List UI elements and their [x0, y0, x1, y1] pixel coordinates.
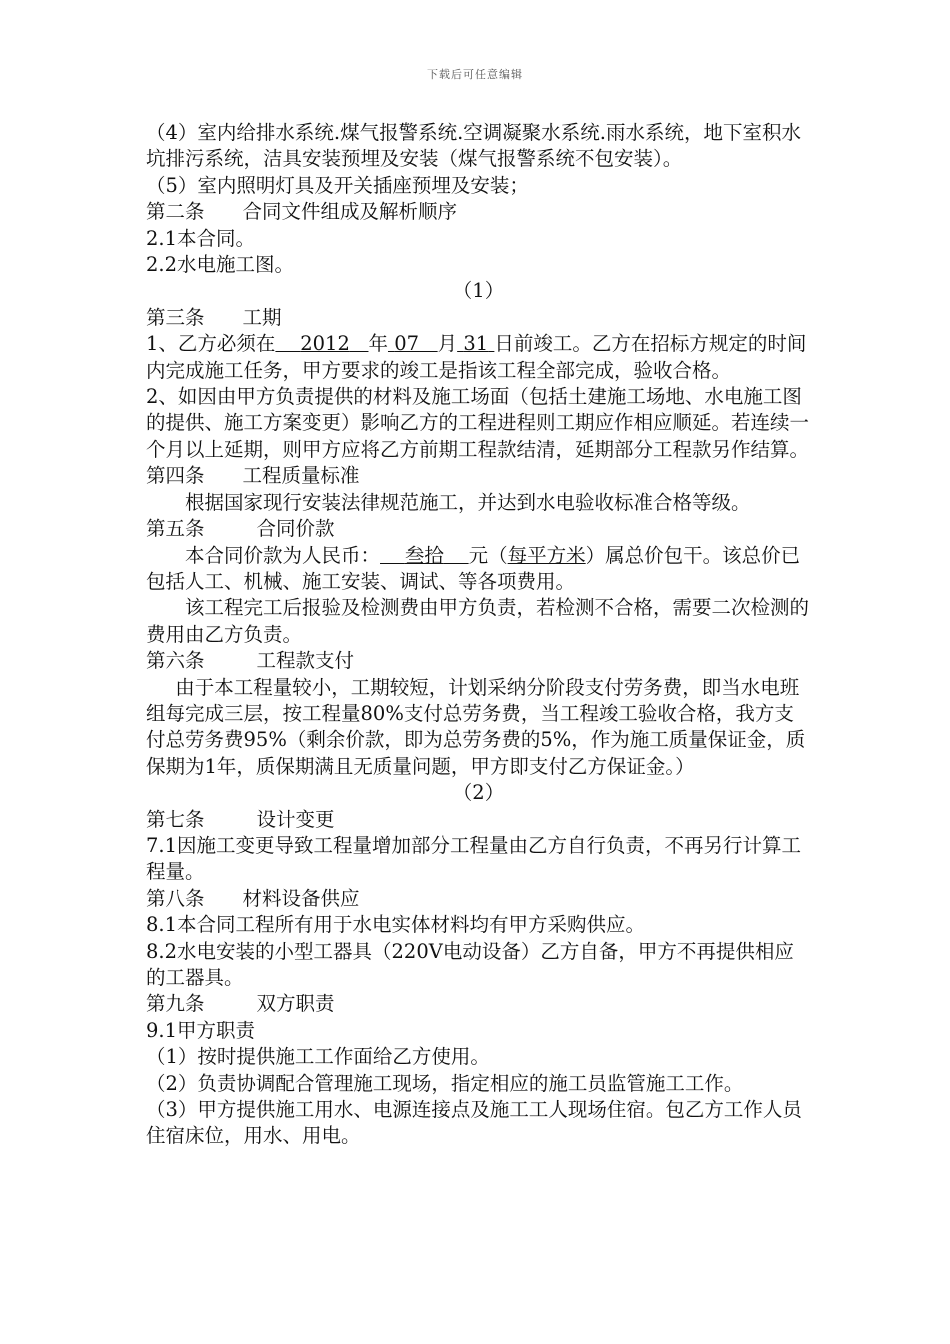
duty-item-2: （2）负责协调配合管理施工现场，指定相应的施工员监管施工工作。 [146, 1071, 744, 1095]
clause-4-1: 根据国家现行安装法律规范施工，并达到水电验收标准合格等级。 [185, 490, 751, 514]
duty-item-1: （1）按时提供施工工作面给乙方使用。 [146, 1045, 490, 1069]
article-2-number: 第二条 [146, 200, 205, 224]
article-5-number: 第五条 [146, 517, 205, 541]
article-6-heading [146, 648, 811, 674]
article-4-heading [146, 463, 811, 489]
article-6-title: 工程款支付 [256, 649, 355, 673]
article-4-number: 第四条 [146, 464, 205, 488]
clause-7-1: 7.1因施工变更导致工程量增加部分工程量由乙方自行负责，不再另行计算工程量。 [146, 833, 802, 884]
clause-6-1: 由于本工程量较小，工期较短，计划采纳分阶段支付劳务费，即当水电班组每完成三层，按工程量80%支付总劳务费，当工程竣工验收合格，我方支付总劳务费95%（剩余价款，即为总劳务费的5%，作为施工质量保证金，质保期为1年，质保期满且无质量问题，甲方即支付乙方保证金。） [146, 675, 806, 778]
article-2-title: 合同文件组成及解析顺序 [242, 200, 458, 224]
page-number-1: （1） [452, 279, 505, 303]
duty-item-3: （3）甲方提供施工用水、电源连接点及施工工人现场住宿。包乙方工作人员住宿床位，用水、用电。 [146, 1098, 802, 1148]
article-2-heading [146, 199, 811, 225]
article-9-heading [146, 991, 811, 1017]
clause-2-1: 2.1本合同。 [146, 226, 256, 250]
article-8-title: 材料设备供应 [242, 886, 360, 910]
article-4-title: 工程质量标准 [242, 464, 360, 488]
clause-5-1: 本合同价款为人民币： 叁拾 元（每平方米）属总价包干。该总价已包括人工、机械、施工安装、调试、等各项费用。 [146, 543, 801, 593]
page-header: 下载后可任意编辑 [427, 68, 523, 81]
article-7-heading [146, 807, 811, 833]
completion-month: 07 [394, 332, 420, 356]
article-8-heading [146, 886, 811, 912]
item-4: （4）室内给排水系统.煤气报警系统.空调凝聚水系统.雨水系统，地下室积水坑排污系统，洁具安装预埋及安装（煤气报警系统不包安装）。 [146, 121, 802, 171]
contract-price-amount: 叁拾 [404, 543, 444, 567]
article-3-number: 第三条 [146, 305, 205, 329]
clause-8-2: 8.2水电安装的小型工器具（220V电动设备）乙方自备，甲方不再提供相应的工器具。 [146, 939, 794, 989]
clause-3-2: 2、如因由甲方负责提供的材料及施工场面（包括土建施工场地、水电施工图的提供、施工方案变更）影响乙方的工程进程则工期应作相应顺延。若连续一个月以上延期，则甲方应将乙方前期工程款结清，延期部分工程款另作结算。 [146, 385, 810, 461]
article-7-number: 第七条 [146, 807, 205, 831]
completion-year: 2012 [300, 332, 350, 356]
clause-3-1: 1、乙方必须在 2012 年 07 月 31 日前竣工。乙方在招标方规定的时间内完成施工任务，甲方要求的竣工是指该工程全部完成，验收合格。 [146, 332, 807, 382]
contract-body [146, 120, 811, 1150]
article-6-number: 第六条 [146, 649, 205, 673]
article-3-title: 工期 [242, 305, 282, 329]
article-5-heading [146, 516, 811, 542]
clause-2-2: 2.2水电施工图。 [146, 253, 295, 277]
article-7-title: 设计变更 [256, 807, 335, 831]
completion-day: 31 [463, 332, 489, 356]
article-5-title: 合同价款 [256, 517, 335, 541]
article-8-number: 第八条 [146, 886, 205, 910]
item-5: （5）室内照明灯具及开关插座预埋及安装； [146, 173, 529, 197]
article-3-heading [146, 305, 811, 331]
article-9-title: 双方职责 [256, 992, 335, 1016]
article-9-number: 第九条 [146, 992, 205, 1016]
contract-price-unit: 每平方米 [507, 543, 586, 567]
page-number-2: （2） [452, 781, 505, 805]
clause-9-1: 9.1甲方职责 [146, 1018, 256, 1042]
clause-8-1: 8.1本合同工程所有用于水电实体材料均有甲方采购供应。 [146, 913, 646, 937]
clause-5-2: 该工程完工后报验及检测费由甲方负责，若检测不合格，需要二次检测的费用由乙方负责。 [146, 596, 810, 646]
